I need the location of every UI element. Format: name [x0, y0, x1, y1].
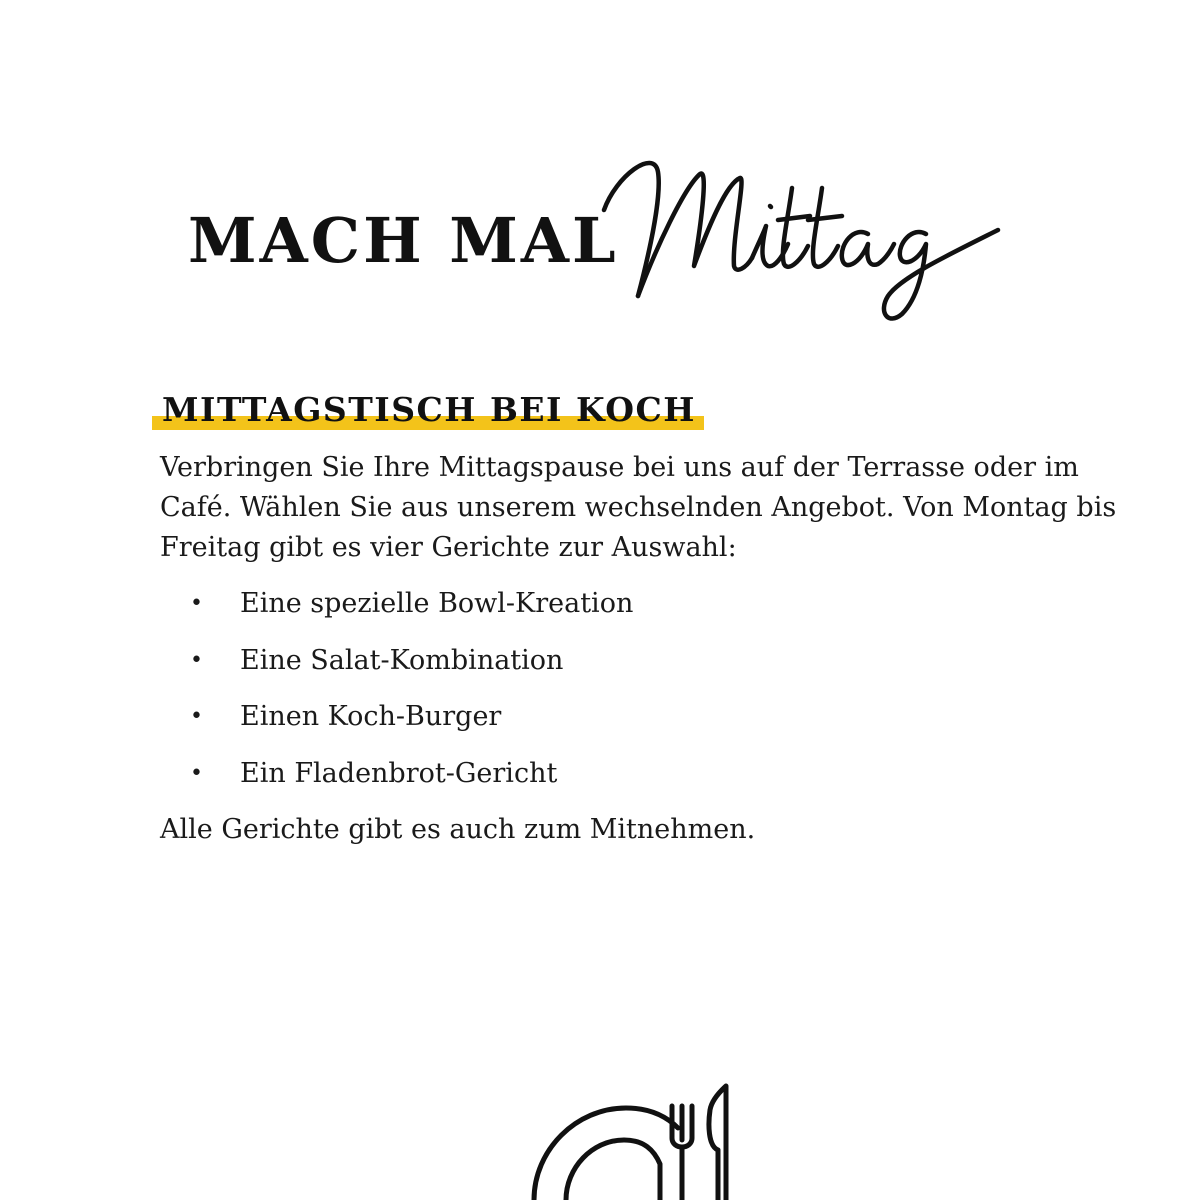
dish-label: Eine spezielle Bowl-Kreation	[240, 588, 634, 619]
bullet-icon: •	[190, 760, 203, 786]
headline	[0, 140, 1200, 340]
bullet-icon: •	[190, 704, 203, 729]
intro-paragraph: Verbringen Sie Ihre Mittagspause bei uns auf der Terrasse oder im Café. Wählen Sie aus unserem wechselnden Angebot. Von Montag bis Freitag gibt es vier Gerichte zur Auswahl:	[160, 452, 1117, 563]
plate-cutlery-icon	[520, 1080, 740, 1200]
section-title: MITTAGSTISCH BEI KOCH	[152, 390, 704, 430]
headline-script-lettering	[596, 148, 1006, 328]
outro-paragraph: Alle Gerichte gibt es auch zum Mitnehmen.	[160, 814, 756, 845]
dish-label: Einen Koch-Burger	[240, 701, 502, 732]
bullet-icon: •	[190, 647, 203, 673]
dish-label: Eine Salat-Kombination	[240, 644, 564, 676]
bullet-icon: •	[190, 591, 203, 616]
headline-print-text: MACH MAL	[188, 204, 619, 277]
dish-label: Ein Fladenbrot-Gericht	[240, 757, 558, 789]
